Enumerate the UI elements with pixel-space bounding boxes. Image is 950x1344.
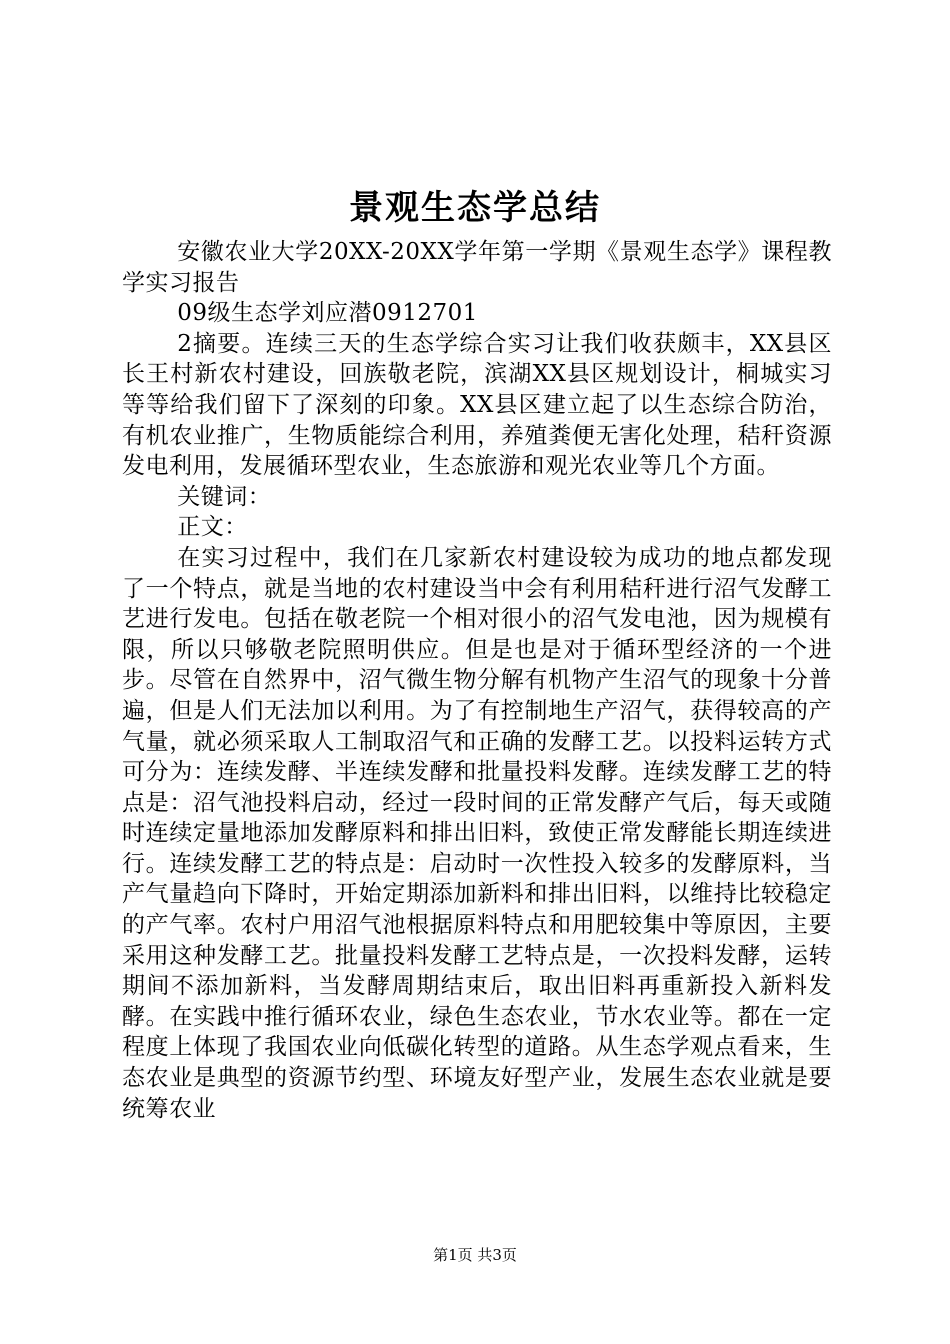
- document-title: 景观生态学总结: [349, 188, 601, 228]
- abstract-paragraph: 2摘要。连续三天的生态学综合实习让我们收获颇丰，XX县区长王村新农村建设，回族敬老院，滨湖XX县区规划设计，桐城实习等等给我们留下了深刻的印象。XX县区建立起了以生态综合防治，有机农业推广，生物质能综合利用，养殖粪便无害化处理，秸秆资源发电利用，发展循环型农业，生态旅游和观光农业等几个方面。: [122, 330, 832, 480]
- author-info-paragraph: 09级生态学刘应潜0912701: [177, 300, 478, 327]
- main-text-label: 正文：: [177, 514, 248, 541]
- page-footer: 第1页 共3页: [433, 1246, 517, 1264]
- document-body: [122, 237, 832, 1124]
- main-text-paragraph: 在实习过程中，我们在几家新农村建设较为成功的地点都发现了一个特点，就是当地的农村建设当中会有利用秸秆进行沼气发酵工艺进行发电。包括在敬老院一个相对很小的沼气发电池，因为规模有限，所以只够敬老院照明供应。但是也是对于循环型经济的一个进步。尽管在自然界中，沼气微生物分解有机物产生沼气的现象十分普遍，但是人们无法加以利用。为了有控制地生产沼气，获得较高的产气量，就必须采取人工制取沼气和正确的发酵工艺。以投料运转方式可分为：连续发酵、半连续发酵和批量投料发酵。连续发酵工艺的特点是：沼气池投料启动，经过一段时间的正常发酵产气后，每天或随时连续定量地添加发酵原料和排出旧料，致使正常发酵能长期连续进行。连续发酵工艺的特点是：启动时一次性投入较多的发酵原料，当产气量趋向下降时，开始定期添加新料和排出旧料，以维持比较稳定的产气率。农村户用沼气池根据原料特点和用肥较集中等原因，主要采用这种发酵工艺。批量投料发酵工艺特点是，一次投料发酵，运转期间不添加新料，当发酵周期结束后，取出旧料再重新投入新料发酵。在实践中推行循环农业，绿色生态农业，节水农业等。都在一定程度上体现了我国农业向低碳化转型的道路。从生态学观点看来，生态农业是典型的资源节约型、环境友好型产业，发展生态农业就是要统筹农业: [122, 544, 832, 1122]
- keywords-label: 关键词：: [177, 483, 272, 510]
- course-info-paragraph: 安徽农业大学20XX-20XX学年第一学期《景观生态学》课程教学实习报告: [122, 239, 832, 296]
